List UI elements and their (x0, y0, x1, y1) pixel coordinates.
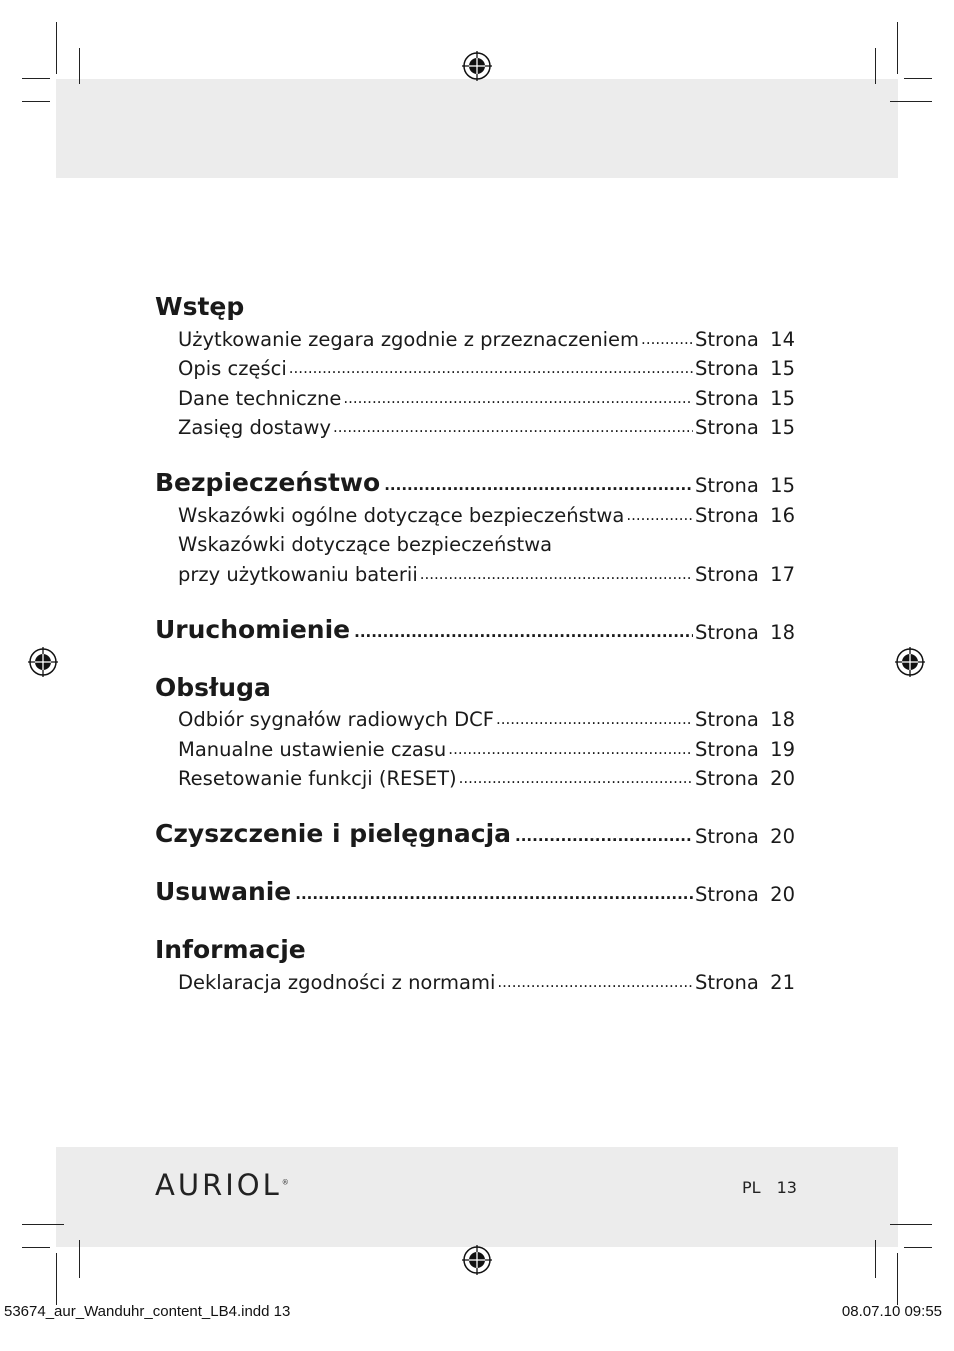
section-heading (155, 870, 795, 906)
entry-page: 19 (770, 737, 795, 761)
section-title: Czyszczenie i pielęgnacja (155, 819, 515, 848)
entry-page: 21 (770, 970, 795, 994)
dot-leader (497, 975, 693, 990)
section-page: 15 (770, 474, 795, 497)
registration-mark-icon (462, 51, 492, 81)
section-title: Bezpieczeństwo (155, 468, 384, 497)
entry-label: Manualne ustawienie czasu (178, 737, 447, 761)
section-strona: Strona (695, 620, 759, 644)
language-code: PL (742, 1178, 761, 1197)
logo-text: AURIOL (155, 1168, 282, 1202)
entry-strona: Strona (695, 970, 759, 994)
dot-leader (295, 887, 693, 902)
entry-label: Opis części (178, 357, 287, 380)
entry-strona: Strona (695, 416, 759, 439)
toc-entry (155, 497, 795, 527)
page-folio (742, 1178, 797, 1197)
section-strona: Strona (695, 825, 759, 848)
dot-leader (496, 712, 693, 727)
dot-leader (343, 391, 693, 406)
toc-entry (155, 556, 795, 586)
entry-strona: Strona (695, 737, 759, 761)
section-heading (155, 285, 795, 321)
toc-entry (155, 731, 795, 761)
entry-strona: Strona (695, 357, 759, 380)
section-page: 20 (770, 883, 795, 906)
entry-strona: Strona (695, 562, 759, 586)
section-title: Usuwanie (155, 877, 295, 906)
section-heading (155, 608, 795, 644)
section-page: 18 (770, 620, 795, 644)
dot-leader (420, 567, 693, 582)
toc-entry (155, 410, 795, 440)
dot-leader (448, 742, 693, 757)
section-page: 20 (770, 825, 795, 848)
entry-page: 20 (770, 767, 795, 790)
entry-strona: Strona (695, 767, 759, 790)
section-heading (155, 666, 795, 702)
entry-label: przy użytkowaniu baterii (178, 562, 418, 586)
section-title: Obsługa (155, 673, 275, 702)
toc-entry (155, 380, 795, 410)
brand-logo (155, 1168, 289, 1202)
entry-label: Wskazówki ogólne dotyczące bezpieczeństwa (178, 503, 625, 527)
toc-entry (155, 964, 795, 994)
entry-label: Deklaracja zgodności z normami (178, 970, 496, 994)
dot-leader (515, 829, 693, 844)
entry-label: Zasięg dostawy (178, 416, 332, 439)
entry-page: 14 (770, 327, 795, 351)
dot-leader (459, 771, 693, 786)
slug-datetime: 08.07.10 09:55 (841, 1303, 942, 1320)
toc-entry (155, 321, 795, 351)
section-title: Informacje (155, 935, 310, 964)
toc-entry (155, 761, 795, 791)
entry-label: Dane techniczne (178, 386, 342, 410)
dot-leader (626, 508, 693, 523)
page-number: 13 (776, 1178, 797, 1197)
entry-page: 15 (770, 386, 795, 410)
registration-mark-icon (28, 647, 58, 677)
toc-entry-line (155, 527, 795, 557)
dot-leader (289, 361, 693, 376)
entry-page: 18 (770, 708, 795, 731)
entry-page: 15 (770, 357, 795, 380)
header-band (56, 79, 898, 178)
section-heading (155, 812, 795, 848)
section-title: Wstęp (155, 292, 248, 321)
section-heading (155, 461, 795, 497)
toc-entry (155, 351, 795, 381)
entry-label: Wskazówki dotyczące bezpieczeństwa (178, 533, 553, 556)
registered-mark: ® (281, 1178, 289, 1187)
entry-strona: Strona (695, 708, 759, 731)
entry-strona: Strona (695, 327, 759, 351)
entry-label: Użytkowanie zegara zgodnie z przeznaczeniem (178, 327, 640, 351)
slug-filename: 53674_aur_Wanduhr_content_LB4.indd 13 (4, 1303, 291, 1320)
registration-mark-icon (895, 647, 925, 677)
entry-label: Resetowanie funkcji (RESET) (178, 767, 457, 790)
dot-leader (641, 332, 693, 347)
section-strona: Strona (695, 883, 759, 906)
entry-page: 15 (770, 416, 795, 439)
dot-leader (354, 625, 693, 640)
section-title: Uruchomienie (155, 615, 354, 644)
toc-entry (155, 702, 795, 732)
table-of-contents (155, 285, 795, 994)
dot-leader (384, 478, 693, 493)
section-strona: Strona (695, 474, 759, 497)
entry-page: 17 (770, 562, 795, 586)
entry-page: 16 (770, 503, 795, 527)
entry-label: Odbiór sygnałów radiowych DCF (178, 708, 494, 731)
entry-strona: Strona (695, 503, 759, 527)
entry-strona: Strona (695, 386, 759, 410)
dot-leader (333, 420, 693, 435)
section-heading (155, 928, 795, 964)
registration-mark-icon (462, 1245, 492, 1275)
